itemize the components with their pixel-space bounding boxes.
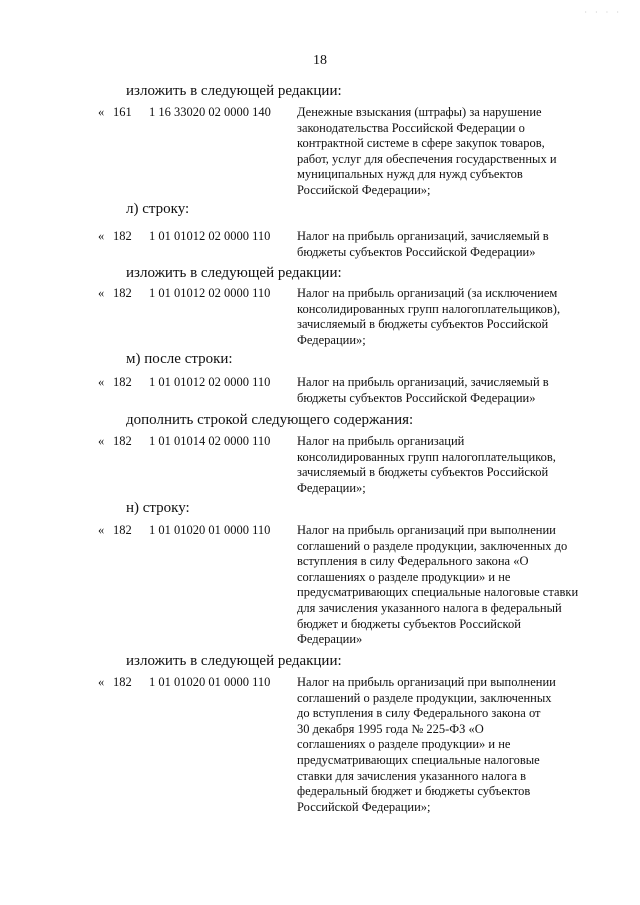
- opening-quote: «: [98, 286, 105, 300]
- description-line: Налог на прибыль организаций при выполнении: [297, 523, 556, 537]
- opening-quote: «: [98, 523, 105, 537]
- description-line: предусматривающих специальные налоговые: [297, 752, 540, 767]
- description-line: муниципальных нужд для нужд субъектов: [297, 167, 523, 182]
- budget-classification-code: 1 01 01014 02 0000 110: [149, 434, 271, 448]
- description-line: Налог на прибыль организаций, зачисляемый в: [297, 229, 549, 243]
- description-line: консолидированных групп налогоплательщиков,: [297, 449, 556, 464]
- description-line: зачисляемый в бюджеты субъектов Российской: [297, 317, 549, 332]
- revenue-description: [297, 375, 589, 406]
- description-line: федеральный бюджет и бюджеты субъектов: [297, 784, 531, 799]
- description-line: контрактной системе в сфере закупок товаров,: [297, 136, 545, 151]
- description-line: 30 декабря 1995 года № 225-ФЗ «О: [297, 721, 484, 736]
- description-line: Налог на прибыль организаций (за исключением: [297, 286, 558, 300]
- page-number: 18: [313, 53, 327, 68]
- description-line: для зачисления указанного налога в федеральный: [297, 600, 562, 615]
- administrator-code: 161: [113, 105, 132, 119]
- administrator-code: 182: [113, 523, 132, 537]
- revenue-description: [297, 229, 589, 260]
- revenue-description: [297, 523, 589, 648]
- budget-classification-code: 1 16 33020 02 0000 140: [149, 105, 271, 119]
- section-instruction: дополнить строкой следующего содержания:: [126, 412, 414, 428]
- budget-classification-code: 1 01 01012 02 0000 110: [149, 375, 271, 389]
- description-line: бюджеты субъектов Российской Федерации»: [297, 244, 536, 259]
- revenue-description: [297, 286, 589, 348]
- description-line: соглашениях о разделе продукции» и не: [297, 569, 511, 584]
- description-line: соглашений о разделе продукции, заключенных: [297, 690, 552, 705]
- description-line: законодательства Российской Федерации о: [297, 120, 525, 135]
- description-line: Федерации»;: [297, 332, 366, 347]
- description-line: до вступления в силу Федерального закона от: [297, 706, 541, 721]
- description-line: соглашений о разделе продукции, заключенных до: [297, 538, 568, 553]
- description-line: Налог на прибыль организаций при выполнении: [297, 675, 556, 689]
- budget-classification-code: 1 01 01012 02 0000 110: [149, 286, 271, 300]
- description-line: ставки для зачисления указанного налога в: [297, 768, 527, 783]
- description-line: Российской Федерации»;: [297, 799, 431, 814]
- administrator-code: 182: [113, 675, 132, 689]
- administrator-code: 182: [113, 375, 132, 389]
- administrator-code: 182: [113, 434, 132, 448]
- description-line: вступления в силу Федерального закона «О: [297, 554, 529, 569]
- opening-quote: «: [98, 675, 105, 689]
- description-line: предусматривающих специальные налоговые ставки: [297, 585, 579, 600]
- administrator-code: 182: [113, 286, 132, 300]
- section-instruction: л) строку:: [126, 201, 190, 217]
- description-line: зачисляемый в бюджеты субъектов Российской: [297, 465, 549, 480]
- description-line: бюджет и бюджеты субъектов Российской: [297, 616, 521, 631]
- section-instruction: изложить в следующей редакции:: [126, 653, 342, 669]
- description-line: консолидированных групп налогоплательщиков),: [297, 301, 561, 316]
- section-instruction: н) строку:: [126, 500, 190, 516]
- opening-quote: «: [98, 105, 105, 119]
- description-line: Федерации»;: [297, 480, 366, 495]
- budget-classification-code: 1 01 01020 01 0000 110: [149, 675, 271, 689]
- description-line: работ, услуг для обеспечения государственных и: [297, 151, 557, 166]
- description-line: Федерации»: [297, 632, 363, 647]
- opening-quote: «: [98, 434, 105, 448]
- description-line: бюджеты субъектов Российской Федерации»: [297, 390, 536, 405]
- revenue-description: [297, 105, 589, 199]
- opening-quote: «: [98, 229, 105, 243]
- description-line: Российской Федерации»;: [297, 182, 431, 197]
- scan-specks: · · · ·: [584, 8, 622, 17]
- budget-classification-code: 1 01 01012 02 0000 110: [149, 229, 271, 243]
- revenue-description: [297, 675, 589, 815]
- budget-classification-code: 1 01 01020 01 0000 110: [149, 523, 271, 537]
- description-line: Налог на прибыль организаций: [297, 434, 465, 448]
- opening-quote: «: [98, 375, 105, 389]
- section-instruction: изложить в следующей редакции:: [126, 83, 342, 99]
- description-line: Денежные взыскания (штрафы) за нарушение: [297, 105, 542, 119]
- revenue-description: [297, 434, 589, 496]
- description-line: соглашениях о разделе продукции» и не: [297, 737, 511, 752]
- administrator-code: 182: [113, 229, 132, 243]
- description-line: Налог на прибыль организаций, зачисляемый в: [297, 375, 549, 389]
- section-instruction: м) после строки:: [126, 351, 233, 367]
- section-instruction: изложить в следующей редакции:: [126, 265, 342, 281]
